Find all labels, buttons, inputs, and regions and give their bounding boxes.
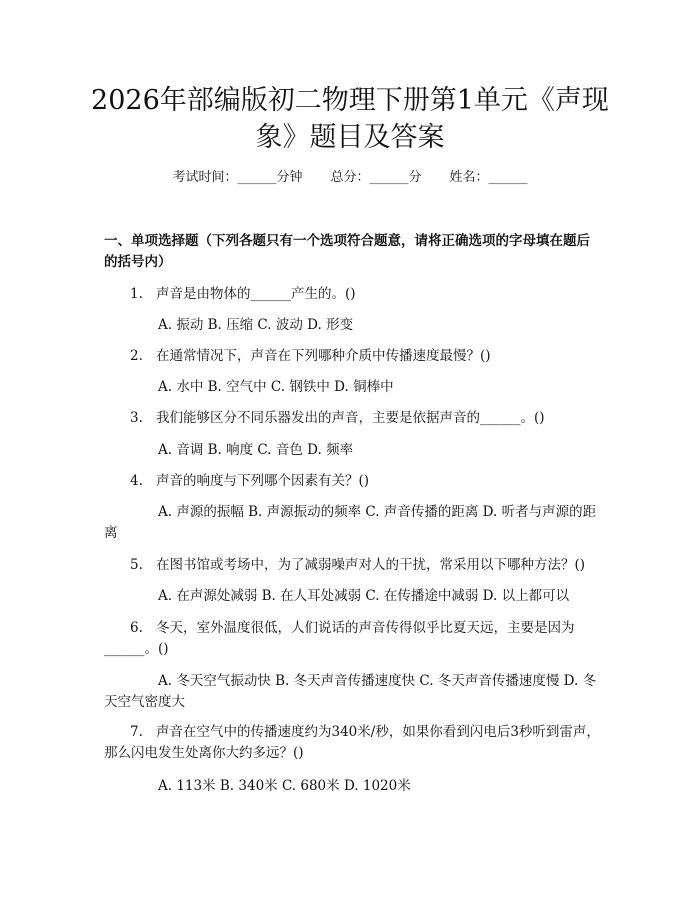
question-1-options: A. 振动 B. 压缩 C. 波动 D. 形变 (158, 317, 354, 333)
exam-score: 总分：______分 (330, 170, 422, 185)
question-4 (104, 471, 600, 492)
question-7-options: A. 113米 B. 340米 C. 680米 D. 1020米 (158, 778, 411, 794)
question-number: 7. (130, 724, 143, 740)
section-heading: 一、单项选择题（下列各题只有一个选项符合题意，请将正确选项的字母填在题后的括号内） (104, 233, 590, 270)
student-name: 姓名：______ (449, 170, 528, 185)
question-2 (104, 346, 600, 367)
question-text: 声音的响度与下列哪个因素有关？() (156, 473, 370, 489)
question-number: 5. (130, 557, 143, 573)
question-5 (104, 555, 600, 576)
question-text: 声音在空气中的传播速度约为340米/秒，如果你看到闪电后3秒听到雷声，那么闪电发生处离你大约多远？() (104, 724, 600, 761)
question-number: 4. (130, 473, 143, 489)
question-text: 声音是由物体的______产生的。() (156, 286, 356, 302)
question-number: 6. (130, 620, 143, 636)
question-4-options: A. 声源的振幅 B. 声源振动的频率 C. 声音传播的距离 D. 听者与声源的距离 (104, 504, 597, 541)
question-text: 我们能够区分不同乐器发出的声音，主要是依据声音的______。() (156, 410, 545, 426)
question-6-options: A. 冬天空气振动快 B. 冬天声音传播速度快 C. 冬天声音传播速度慢 D. 冬天空气密度大 (104, 673, 597, 710)
question-text: 冬天，室外温度很低，人们说话的声音传得似乎比夏天远，主要是因为______。() (104, 620, 575, 657)
question-text: 在通常情况下，声音在下列哪种介质中传播速度最慢？() (156, 348, 491, 364)
question-6 (104, 618, 600, 660)
question-text: 在图书馆或考场中，为了减弱噪声对人的干扰，常采用以下哪种方法？() (156, 557, 586, 573)
question-number: 3. (130, 410, 143, 426)
exam-time: 考试时间：______分钟 (172, 170, 303, 185)
question-1 (104, 284, 600, 305)
exam-meta (0, 168, 700, 188)
question-7 (104, 722, 600, 764)
question-3-options: A. 音调 B. 响度 C. 音色 D. 频率 (158, 442, 354, 458)
question-number: 1. (130, 286, 143, 302)
question-3 (104, 408, 600, 429)
question-number: 2. (130, 348, 143, 364)
page-title: 2026年部编版初二物理下册第1单元《声现象》题目及答案 (91, 85, 609, 153)
question-5-options: A. 在声源处减弱 B. 在人耳处减弱 C. 在传播途中减弱 D. 以上都可以 (158, 588, 570, 604)
question-2-options: A. 水中 B. 空气中 C. 钢铁中 D. 铜棒中 (158, 379, 394, 395)
